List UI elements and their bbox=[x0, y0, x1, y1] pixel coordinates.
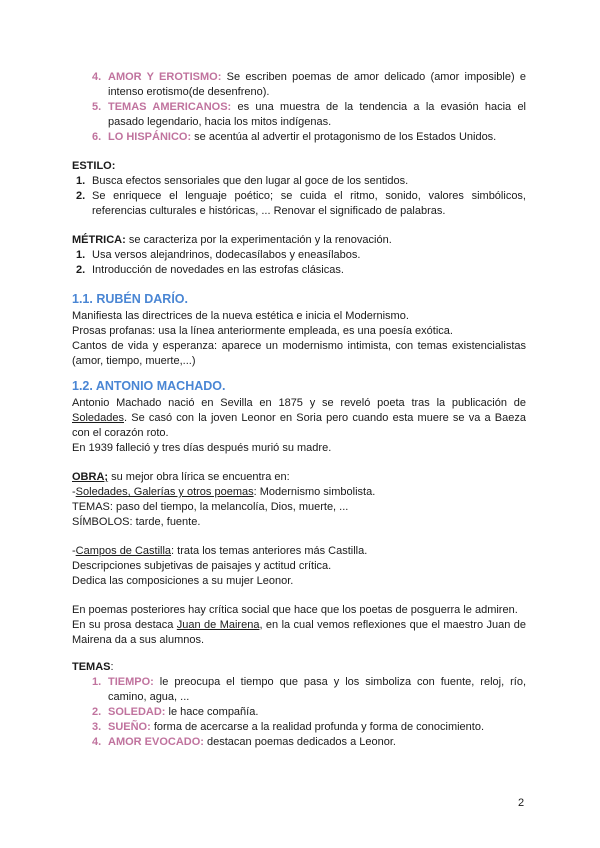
list-item-text: Usa versos alejandrinos, dodecasílabos y eneasílabos. bbox=[92, 249, 361, 261]
work1-temas: TEMAS: paso del tiempo, la melancolía, Dios, muerte, ... bbox=[72, 501, 349, 513]
list-item-title: AMOR Y EROTISMO: bbox=[108, 71, 222, 83]
list-number: 2. bbox=[92, 706, 102, 718]
page-number: 2 bbox=[518, 797, 525, 809]
metrica-heading: MÉTRICA: bbox=[72, 234, 126, 246]
estilo-heading: ESTILO: bbox=[72, 160, 116, 172]
list-item bbox=[72, 735, 526, 750]
work2-line: -Campos de Castilla: trata los temas anteriores más Castilla. bbox=[72, 545, 368, 557]
list-item bbox=[72, 675, 526, 705]
list-item bbox=[72, 263, 526, 278]
list-item-text: Busca efectos sensoriales que den lugar al goce de los sentidos. bbox=[92, 175, 409, 187]
list-item-text: se acentúa al advertir el protagonismo de los Estados Unidos. bbox=[191, 131, 497, 143]
list-item-title: TIEMPO: bbox=[108, 676, 154, 688]
estilo-list bbox=[72, 174, 526, 219]
work2-line-2: Descripciones subjetivas de paisajes y actitud crítica. bbox=[72, 560, 332, 572]
list-item-title: SUEÑO: bbox=[108, 721, 151, 733]
list-item bbox=[72, 248, 526, 263]
antonio-machado-heading: 1.2. ANTONIO MACHADO. bbox=[72, 379, 226, 393]
list-item-text: es una muestra de la tendencia a la evasión hacia el pasado legendario, hacia los mitos indígenas. bbox=[108, 101, 527, 128]
work1-simbolos: SÍMBOLOS: tarde, fuente. bbox=[72, 516, 201, 528]
list-item-title: LO HISPÁNICO: bbox=[108, 131, 192, 143]
list-item-text: Introducción de novedades en las estrofas clásicas. bbox=[92, 264, 344, 276]
list-item-title: AMOR EVOCADO: bbox=[108, 736, 204, 748]
list-item bbox=[72, 720, 526, 735]
book-title-soledades-galerias: Soledades, Galerías y otros poemas bbox=[75, 486, 254, 498]
list-item-title: SOLEDAD: bbox=[108, 706, 166, 718]
list-item-text: le hace compañía. bbox=[165, 706, 259, 718]
list-item bbox=[72, 705, 526, 720]
machado-death-line: En 1939 falleció y tres días después murió su madre. bbox=[72, 442, 332, 454]
list-number: 5. bbox=[92, 101, 102, 113]
list-item bbox=[72, 130, 526, 145]
list-number: 1. bbox=[76, 175, 86, 187]
list-number: 6. bbox=[92, 131, 102, 143]
obra-paragraph: OBRA; su mejor obra lírica se encuentra en: bbox=[72, 471, 290, 483]
later-poems-line: En poemas posteriores hay crítica social que hace que los poetas de posguerra le admiren. bbox=[72, 604, 518, 616]
metrica-list bbox=[72, 248, 526, 278]
obra-heading: OBRA; bbox=[72, 471, 109, 483]
list-item-text: forma de acercarse a la realidad profunda y forma de conocimiento. bbox=[150, 721, 485, 733]
book-title-soledades: Soledades bbox=[72, 412, 124, 424]
machado-bio: Antonio Machado nació en Sevilla en 1875 y se reveló poeta tras la publicación de Soledades. Se casó con la joven Leonor en Soria pero cuando esta muere se va a Baeza con el corazón roto. bbox=[72, 397, 526, 439]
metrica-text: se caracteriza por la experimentación y la renovación. bbox=[125, 234, 392, 246]
text-line: Manifiesta las directrices de la nueva estética e inicia el Modernismo. bbox=[72, 310, 409, 322]
list-item-title: TEMAS AMERICANOS: bbox=[108, 101, 232, 113]
list-number: 4. bbox=[92, 71, 102, 83]
list-number: 2. bbox=[76, 264, 86, 276]
prose-paragraph: En su prosa destaca Juan de Mairena, en la cual vemos reflexiones que el maestro Juan de Mairena da a sus alumnos. bbox=[72, 619, 526, 646]
work2-line-3: Dedica las composiciones a su mujer Leonor. bbox=[72, 575, 294, 587]
metrica-paragraph bbox=[72, 233, 526, 248]
list-item-text: le preocupa el tiempo que pasa y los simboliza con fuente, reloj, río, camino, agua, ... bbox=[108, 676, 526, 703]
work1-line: -Soledades, Galerías y otros poemas: Modernismo simbolista. bbox=[72, 486, 376, 498]
list-number: 1. bbox=[76, 249, 86, 261]
list-item-text: Se enriquece el lenguaje poético; se cuida el ritmo, sonido, valores simbólicos, referencias culturales e históricas, ... Renovar el significado de palabras. bbox=[92, 190, 526, 217]
text-line: Cantos de vida y esperanza: aparece un modernismo intimista, con temas existencialistas (amor, tiempo, muerte,...) bbox=[72, 340, 526, 367]
list-item bbox=[72, 100, 526, 130]
list-item bbox=[72, 189, 526, 219]
book-title-juan-de-mairena: Juan de Mairena bbox=[176, 619, 260, 631]
list-item bbox=[72, 70, 526, 100]
temas-heading: TEMAS: bbox=[72, 661, 114, 673]
top-numbered-list bbox=[72, 70, 526, 145]
list-number: 2. bbox=[76, 190, 86, 202]
list-number: 1. bbox=[92, 676, 102, 688]
list-item bbox=[72, 174, 526, 189]
ruben-dario-body bbox=[72, 309, 526, 369]
list-item-text: destacan poemas dedicados a Leonor. bbox=[203, 736, 396, 748]
text-line: Prosas profanas: usa la línea anteriormente empleada, es una poesía exótica. bbox=[72, 325, 453, 337]
temas-list bbox=[72, 675, 526, 750]
ruben-dario-heading: 1.1. RUBÉN DARÍO. bbox=[72, 292, 188, 306]
list-number: 4. bbox=[92, 736, 102, 748]
list-number: 3. bbox=[92, 721, 102, 733]
book-title-campos-de-castilla: Campos de Castilla bbox=[75, 545, 172, 557]
list-item-text: Se escriben poemas de amor delicado (amor imposible) e intenso erotismo(de desenfreno). bbox=[108, 71, 526, 98]
